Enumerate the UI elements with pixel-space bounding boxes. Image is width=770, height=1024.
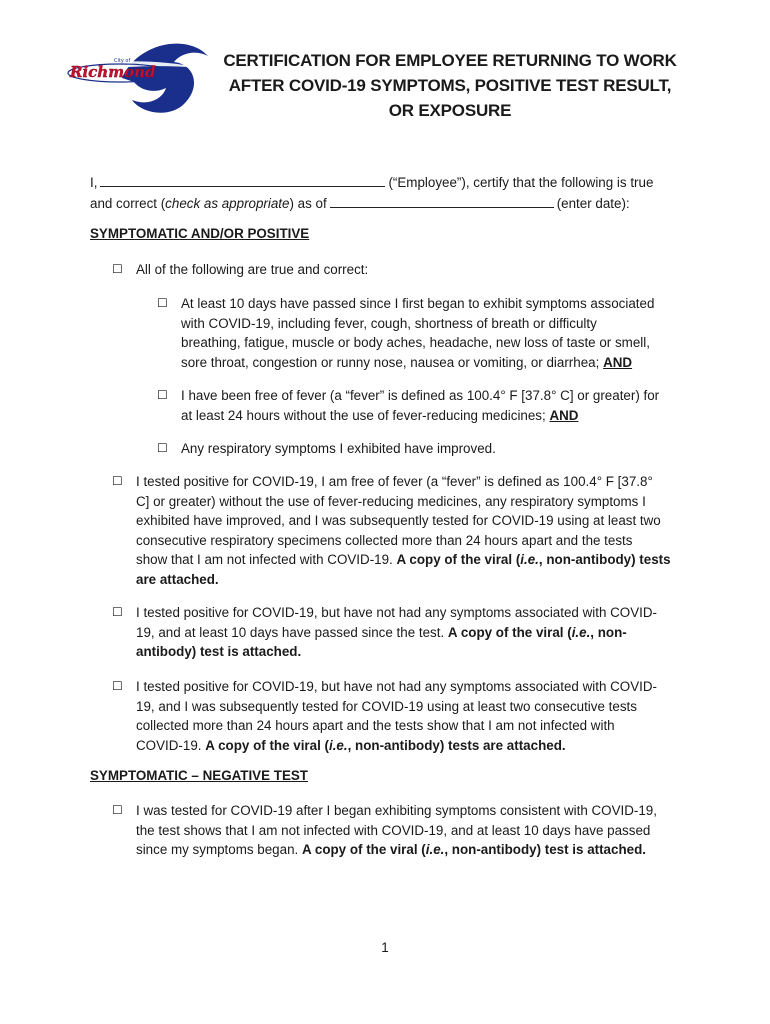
checkbox[interactable]: ☐ [112,679,123,693]
item-text: All of the following are true and correct: [136,262,369,277]
title-line-3: OR EXPOSURE [388,101,512,120]
bold-text: A copy of the viral ( [301,842,426,857]
item-line: C] or greater) without the use of fever-reducing medicines, any respiratory symptoms I [136,493,646,509]
page-number: 1 [381,940,389,955]
item-text: Any respiratory symptoms I exhibited have improved. [181,441,496,456]
intro-line2-start: and correct ( [90,196,166,211]
bold-text: A copy of the viral ( [396,552,521,567]
and-label: AND [549,407,579,423]
logo-text: Richmond [70,63,156,81]
bold-text: A copy of the viral ( [205,737,329,753]
intro-paragraph [90,172,690,214]
intro-line2-mid: ) as of [289,196,327,211]
item-line: I tested positive for COVID-19, but have not had any symptoms associated with COVID- [136,605,657,620]
item-line: with COVID-19, including fever, cough, shortness of breath or difficulty [181,315,597,331]
intro-after-date: (enter date): [556,196,630,211]
item-line: I tested positive for COVID-19, I am free of fever (a “fever” is defined as 100.4° F [37.8° [136,474,653,489]
item-line: sore throat, congestion or runny nose, nausea or vomiting, or diarrhea; [181,354,600,370]
item-line: breathing, fatigue, muscle or body aches, headache, new loss of taste or smell, [181,335,650,350]
item-line: since my symptoms began. [136,842,299,857]
checkbox[interactable]: ☐ [112,262,123,276]
bold-text: antibody) test is attached. [136,644,302,659]
section-heading-symptomatic-positive: SYMPTOMATIC AND/OR POSITIVE [90,226,310,241]
employee-name-field[interactable] [100,174,385,187]
bold-text: , non- [590,624,627,640]
bold-text: , non-antibody) tests [538,552,671,567]
checkbox[interactable]: ☐ [112,803,123,817]
logo-small-text: City of [114,58,131,64]
bold-italic-text: i.e. [328,737,348,753]
item-line: the test shows that I am not infected with COVID-19, and at least 10 days have passed [136,822,651,838]
and-label: AND [603,354,633,370]
intro-prefix: I, [90,175,98,190]
item-line: show that I am not infected with COVID-19. [136,552,393,567]
bold-italic-text: i.e. [571,624,591,640]
item-line: I have been free of fever (a “fever” is defined as 100.4° F [37.8° C] or greater) for [181,388,660,403]
item-line: COVID-19. [136,737,202,753]
date-field[interactable] [330,195,554,208]
item-line: At least 10 days have passed since I first began to exhibit symptoms associated [181,296,655,311]
item-line: I tested positive for COVID-19, but have not had any symptoms associated with COVID- [136,679,657,694]
intro-line2-italic: check as appropriate [165,196,290,211]
item-line: collected more than 24 hours apart and the tests show that I am not infected with [136,718,615,733]
bold-text: A copy of the viral ( [447,624,572,640]
title-line-1: CERTIFICATION FOR EMPLOYEE RETURNING TO WORK [223,51,677,70]
bold-italic-text: i.e. [425,842,445,857]
document-title [215,48,685,123]
checkbox[interactable]: ☐ [112,605,123,619]
item-line: I was tested for COVID-19 after I began exhibiting symptoms consistent with COVID-19, [136,803,657,818]
item-line: exhibited have improved, and I was subsequently tested for COVID-19 using at least two [136,513,661,528]
richmond-logo [62,38,212,116]
logo-graphic [62,38,212,116]
checkbox[interactable]: ☐ [157,441,168,455]
item-line: at least 24 hours without the use of fever-reducing medicines; [181,407,546,423]
item-line: consecutive respiratory specimens collected more than 24 hours apart and the tests [136,532,633,548]
title-line-2: AFTER COVID-19 SYMPTOMS, POSITIVE TEST RESULT, [228,76,672,95]
bold-text: , non-antibody) test is attached. [444,842,646,857]
section-heading-symptomatic-negative: SYMPTOMATIC – NEGATIVE TEST [90,768,308,783]
checkbox[interactable]: ☐ [112,474,123,488]
bold-text: are attached. [136,571,219,587]
intro-after-name: (“Employee”), certify that the following is true [388,175,654,190]
bold-text: , non-antibody) tests are attached. [347,737,566,753]
item-line: 19, and at least 10 days have passed since the test. [136,624,445,640]
checkbox[interactable]: ☐ [157,296,168,310]
checkbox[interactable]: ☐ [157,388,168,402]
item-line: 19, and I was subsequently tested for COVID-19 using at least two consecutive tests [136,698,637,714]
bold-italic-text: i.e. [520,552,539,567]
